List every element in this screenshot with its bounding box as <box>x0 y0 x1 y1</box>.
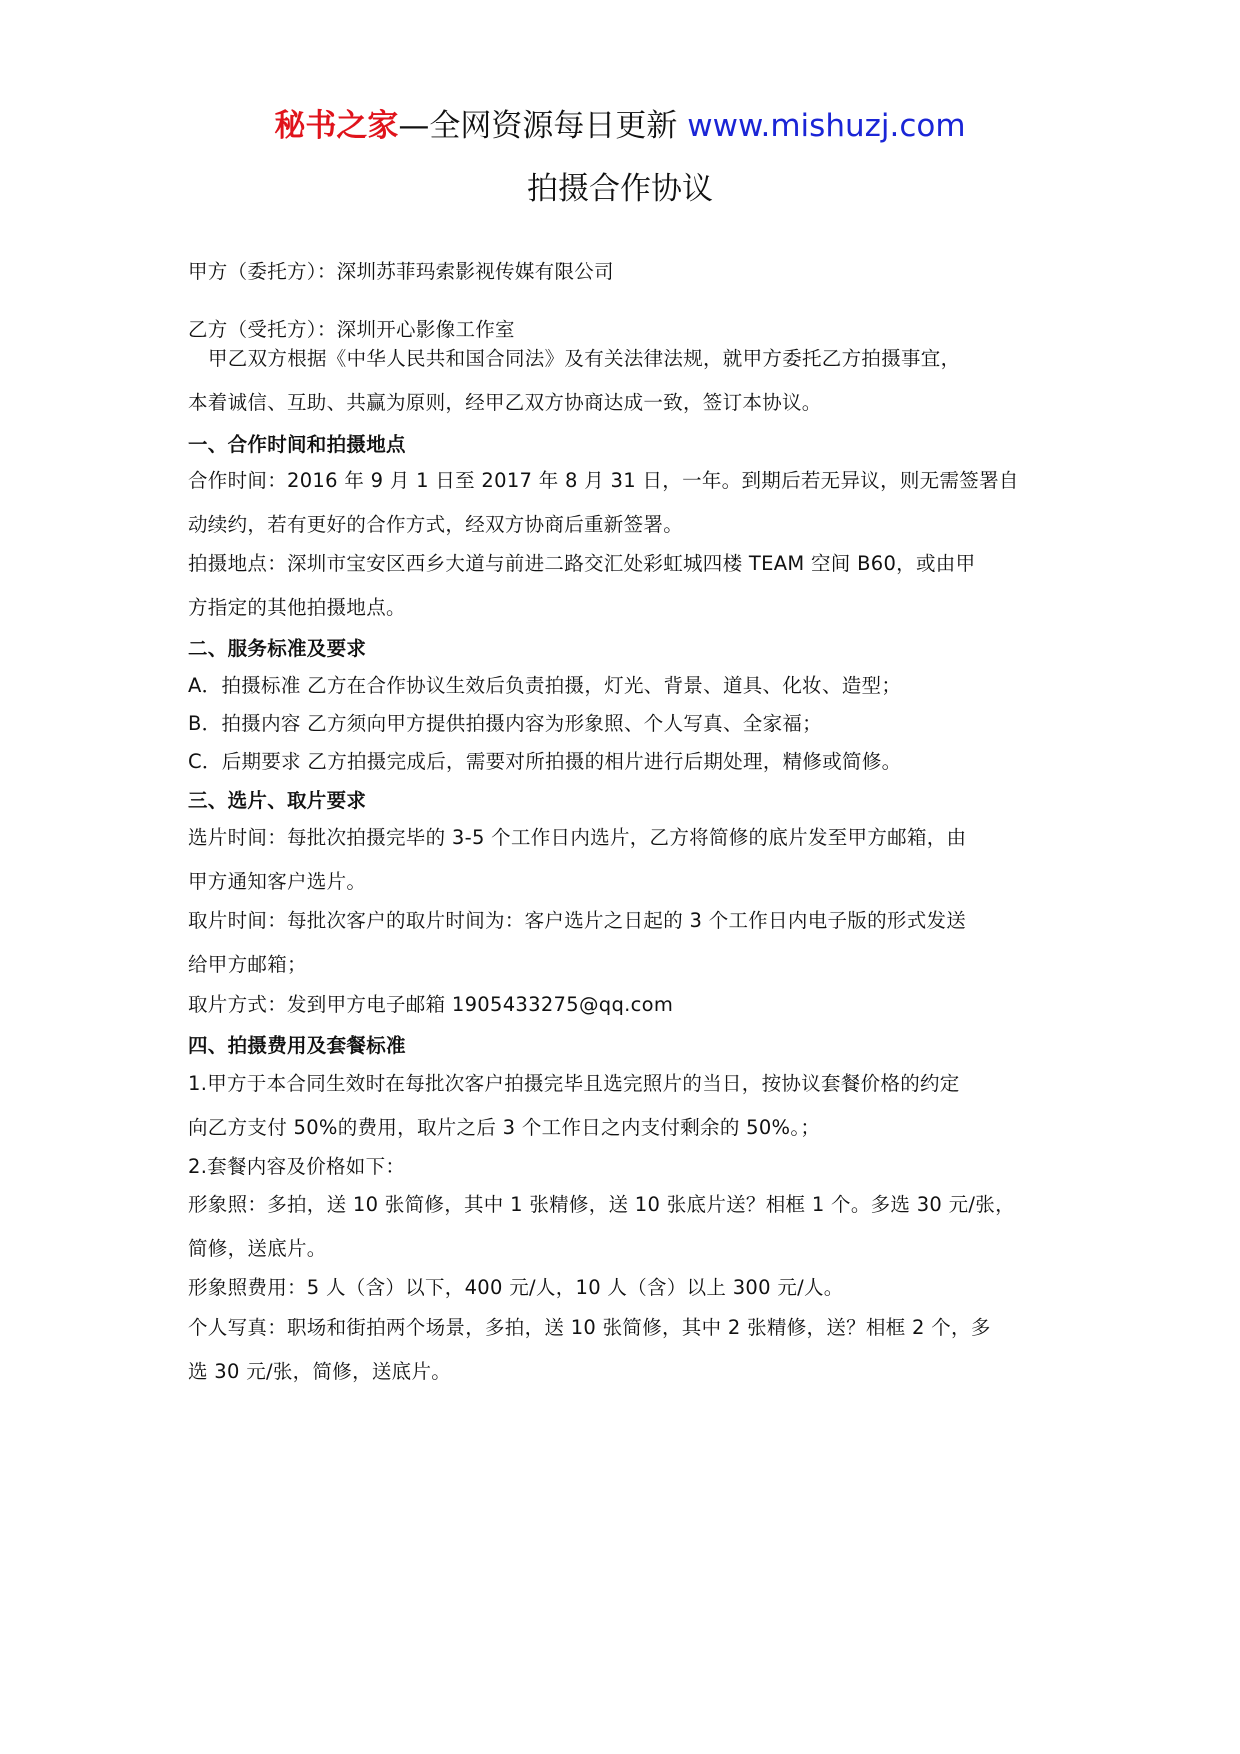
document-title: 拍摄合作协议 <box>527 171 713 207</box>
preamble-line: 本着诚信、互助、共赢为原则，经甲乙双方协商达成一致，签订本协议。 <box>188 391 822 414</box>
section-line-email: 取片方式：发到甲方电子邮箱 1905433275@qq.com <box>188 993 674 1016</box>
section-line: 个人写真：职场和街拍两个场景，多拍，送 10 张简修，其中 2 张精修，送？相框 2 个，多 <box>188 1316 991 1339</box>
banner-brand: 秘书之家 <box>274 108 399 144</box>
section-line: 形象照费用：5 人（含）以下，400 元/人，10 人（含）以上 300 元/人。 <box>188 1276 844 1299</box>
section-line: 动续约，若有更好的合作方式，经双方协商后重新签署。 <box>188 513 684 536</box>
section-line: 给甲方邮箱； <box>188 953 307 976</box>
section-heading: 三、选片、取片要求 <box>188 789 367 812</box>
section-line: 1.甲方于本合同生效时在每批次客户拍摄完毕且选完照片的当日，按协议套餐价格的约定 <box>188 1072 960 1095</box>
section-line: 取片时间：每批次客户的取片时间为：客户选片之日起的 3 个工作日内电子版的形式发送 <box>188 909 967 932</box>
section-line: A．拍摄标准 乙方在合作协议生效后负责拍摄，灯光、背景、道具、化妆、造型； <box>188 674 902 697</box>
section-line: 甲方通知客户选片。 <box>188 870 367 893</box>
section-line: 2.套餐内容及价格如下： <box>188 1155 406 1178</box>
preamble-line: 甲乙双方根据《中华人民共和国合同法》及有关法律法规，就甲方委托乙方拍摄事宜， <box>208 347 961 370</box>
section-heading: 二、服务标准及要求 <box>188 637 367 660</box>
section-heading: 四、拍摄费用及套餐标准 <box>188 1034 406 1057</box>
section-line: 选片时间：每批次拍摄完毕的 3-5 个工作日内选片，乙方将简修的底片发至甲方邮箱，由 <box>188 826 967 849</box>
section-line: 形象照：多拍，送 10 张简修，其中 1 张精修，送 10 张底片送？相框 1 个。多选 30 元/张， <box>188 1193 1015 1216</box>
section-line: C．后期要求 乙方拍摄完成后，需要对所拍摄的相片进行后期处理，精修或简修。 <box>188 750 902 773</box>
party-a: 甲方（委托方）：深圳苏菲玛索影视传媒有限公司 <box>188 260 614 283</box>
section-line: 方指定的其他拍摄地点。 <box>188 596 406 619</box>
section-line: B．拍摄内容 乙方须向甲方提供拍摄内容为形象照、个人写真、全家福； <box>188 712 822 735</box>
section-heading: 一、合作时间和拍摄地点 <box>188 433 406 456</box>
site-banner <box>0 100 1240 145</box>
party-b: 乙方（受托方）：深圳开心影像工作室 <box>188 318 515 341</box>
section-line: 向乙方支付 50%的费用，取片之后 3 个工作日之内支付剩余的 50%。； <box>188 1116 821 1139</box>
section-line: 选 30 元/张，简修，送底片。 <box>188 1360 452 1383</box>
banner-url-link[interactable]: www.mishuzj.com <box>687 108 966 144</box>
banner-slogan: —全网资源每日更新 <box>398 108 688 144</box>
section-line: 简修，送底片。 <box>188 1237 327 1260</box>
section-line: 合作时间：2016 年 9 月 1 日至 2017 年 8 月 31 日，一年。到期后若无异议，则无需签署自 <box>188 469 1019 492</box>
section-line: 拍摄地点：深圳市宝安区西乡大道与前进二路交汇处彩虹城四楼 TEAM 空间 B60，或由甲 <box>188 552 976 575</box>
